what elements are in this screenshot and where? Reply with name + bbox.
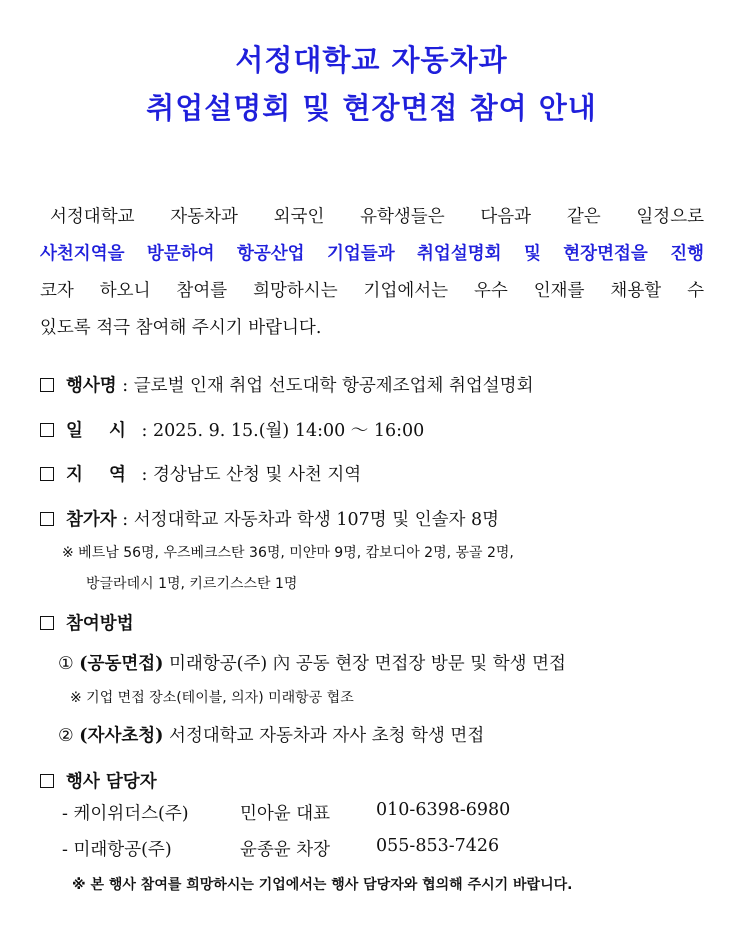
method-row <box>40 610 134 635</box>
intro-line-4: 있도록 적극 참여해 주시기 바랍니다. <box>40 318 322 338</box>
intro-line-1: 서정대학교 자동차과 외국인 유학생들은 다음과 같은 일정으로 <box>50 207 704 227</box>
checkbox-icon <box>40 423 54 437</box>
event-name-row <box>40 372 533 397</box>
method-label: 참여방법 <box>66 614 134 634</box>
contact-1-phone: 010-6398-6980 <box>376 800 511 820</box>
intro-paragraph <box>40 199 704 347</box>
checkbox-icon <box>40 774 54 788</box>
event-region-row <box>40 461 361 486</box>
event-region-value: : 경상남도 산청 및 사천 지역 <box>141 465 362 485</box>
method-item-1 <box>58 650 566 675</box>
checkbox-icon <box>40 616 54 630</box>
event-name-value: : 글로벌 인재 취업 선도대학 항공제조업체 취업설명회 <box>122 376 534 396</box>
method-item-2-text: 서정대학교 자동차과 자사 초청 학생 면접 <box>169 726 485 746</box>
contact-2-person: 윤종윤 차장 <box>240 840 331 860</box>
method-item-1-text: 미래항공(주) 內 공동 현장 면접장 방문 및 학생 면접 <box>169 654 566 674</box>
checkbox-icon <box>40 378 54 392</box>
event-region-label: 지 역 <box>66 465 136 485</box>
method-item-2-number: ② <box>58 726 74 746</box>
event-name-label: 행사명 <box>66 376 117 396</box>
method-item-2 <box>58 722 484 747</box>
title-line-2: 취업설명회 및 현장면접 참여 안내 <box>146 91 597 125</box>
method-item-1-number: ① <box>58 654 74 674</box>
contact-row <box>40 768 157 793</box>
method-item-1-note: ※ 기업 면접 장소(테이블, 의자) 미래항공 협조 <box>70 690 354 706</box>
participants-value: : 서정대학교 자동차과 학생 107명 및 인솔자 8명 <box>122 510 500 530</box>
method-item-1-bold: (공동면접) <box>79 654 164 674</box>
event-date-row <box>40 417 424 442</box>
title-line-1: 서정대학교 자동차과 <box>235 43 508 77</box>
participants-note-1: ※ 베트남 56명, 우즈베크스탄 36명, 미얀마 9명, 캄보디아 2명, 몽골 2명, <box>62 545 514 561</box>
footer-note: ※ 본 행사 참여를 희망하시는 기업에서는 행사 담당자와 협의해 주시기 바랍니다. <box>72 877 573 893</box>
event-date-value: : 2025. 9. 15.(월) 14:00 ～ 16:00 <box>141 421 425 441</box>
checkbox-icon <box>40 512 54 526</box>
contact-2-company: - 미래항공(주) <box>62 840 172 860</box>
intro-line-2: 사천지역을 방문하여 항공산업 기업들과 취업설명회 및 현장면접을 진행 <box>40 244 704 264</box>
intro-line-3: 코자 하오니 참여를 희망하시는 기업에서는 우수 인재를 채용할 수 <box>40 281 704 301</box>
participants-row <box>40 506 499 531</box>
event-date-label: 일 시 <box>66 421 136 441</box>
contact-label: 행사 담당자 <box>66 772 157 792</box>
method-item-2-bold: (자사초청) <box>79 726 164 746</box>
participants-note-2: 방글라데시 1명, 키르기스스탄 1명 <box>86 576 298 592</box>
contact-2-phone: 055-853-7426 <box>376 836 500 856</box>
contact-1-person: 민아윤 대표 <box>240 804 331 824</box>
participants-label: 참가자 <box>66 510 117 530</box>
checkbox-icon <box>40 467 54 481</box>
contact-1-company: - 케이위더스(주) <box>62 804 189 824</box>
